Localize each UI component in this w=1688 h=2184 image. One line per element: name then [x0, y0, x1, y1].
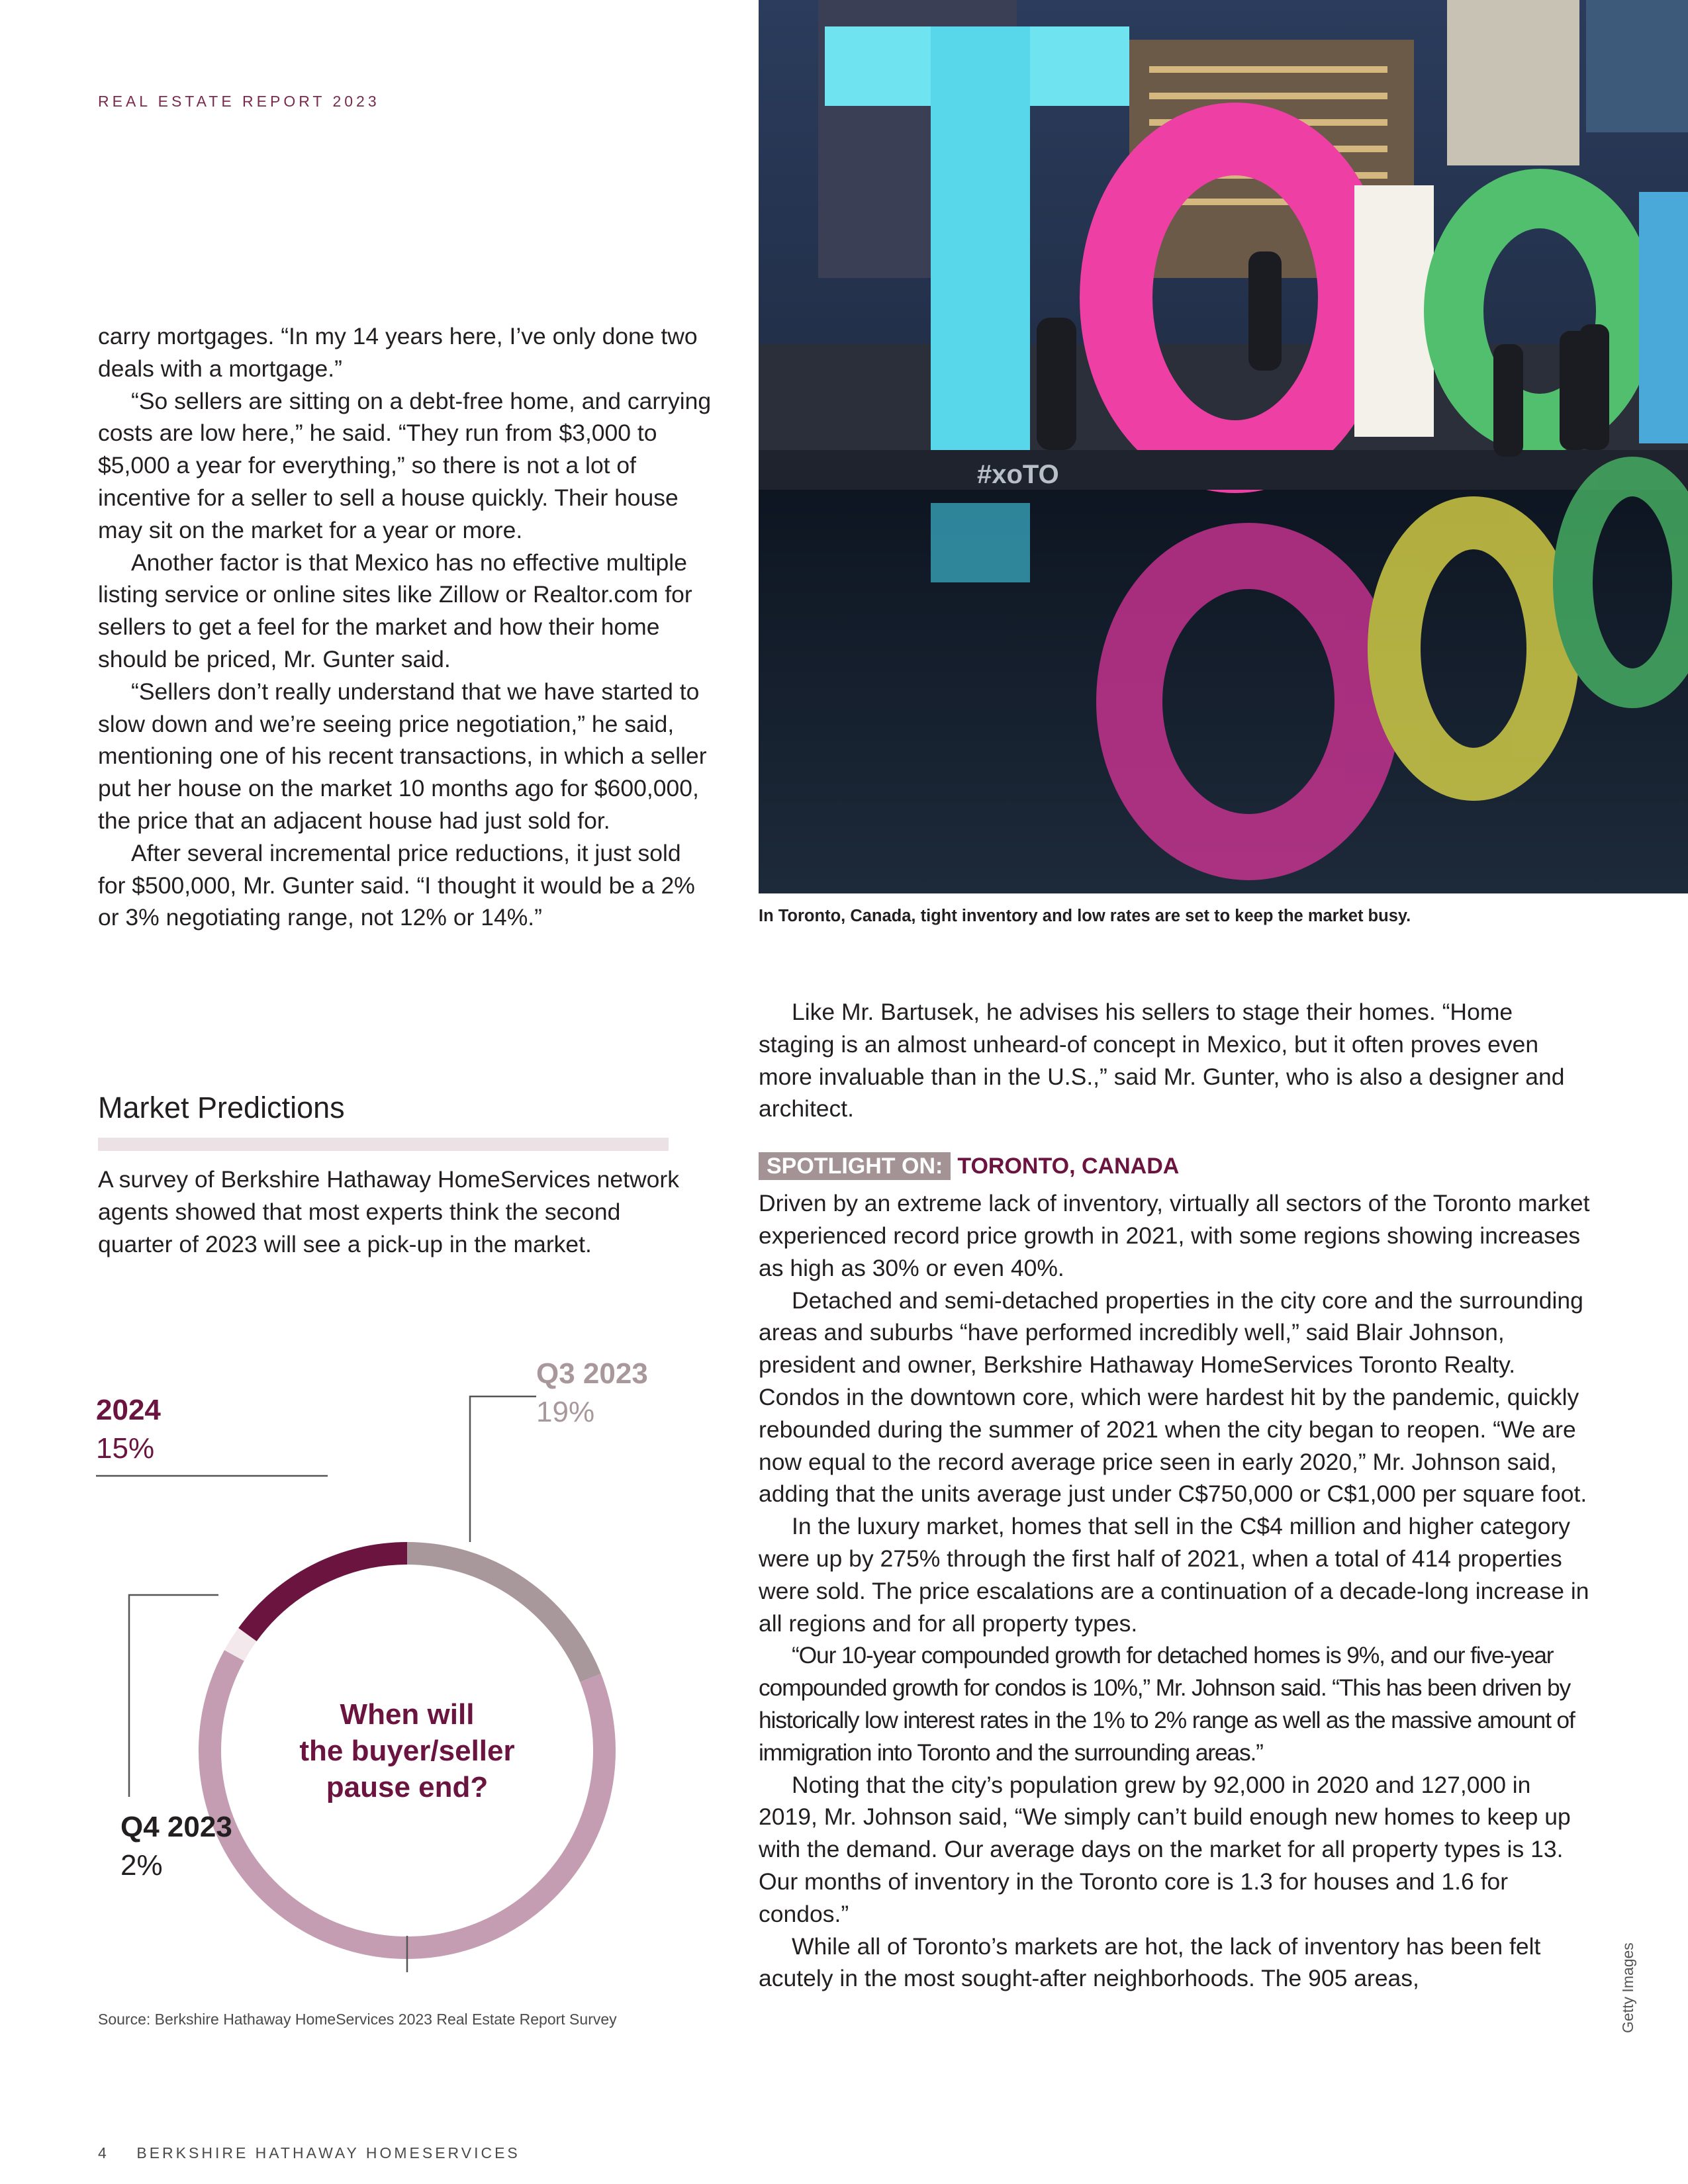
right-paragraph-4: “Our 10-year compounded growth for detached homes is 9%, and our five-year compounded growth for condos is 10%,” Mr. Johnson said. “This has been driven by historically low interest rates in the 1% to 2% range as well as the massive amount of immigration into Toronto and the surrounding areas.”	[759, 1642, 1575, 1766]
callout-value-q3-2023: 19%	[536, 1396, 595, 1428]
donut-chart-svg	[86, 1337, 682, 1972]
donut-center-line-3: pause end?	[326, 1771, 489, 1803]
building-right	[1447, 0, 1579, 165]
spotlight-city: TORONTO, CANADA	[957, 1154, 1180, 1179]
donut-center-line-2: the buyer/seller	[299, 1735, 515, 1767]
left-paragraph-1: carry mortgages. “In my 14 years here, I’ve only done two deals with a mortgage.”	[98, 323, 698, 382]
left-paragraph-4: “Sellers don’t really understand that we have started to slow down and we’re seeing price negotiation,” he said, mentioning one of his recent transactions, in which a seller put her house on the market 10 months ago for $600,000, the price that an adjacent house had just sold for.	[98, 678, 707, 834]
left-column-body	[98, 320, 712, 934]
right-paragraph-2: Detached and semi-detached properties in the city core and the surrounding areas and suburbs “have performed incredibly well,” said Blair Johnson, president and owner, Berkshire Hathaway HomeServices Toronto Realty. Condos in the downtown core, which were hardest hit by the pandemic, quickly rebounded during the summer of 2021 when the city began to reopen. “We are now equal to the record average price seen in early 2020,” Mr. Johnson said, adding that the units average just under C$750,000 or C$1,000 per square foot.	[759, 1287, 1587, 1508]
left-paragraph-2: “So sellers are sitting on a debt-free home, and carrying costs are low here,” he said. “They run from $3,000 to $5,000 a year for everything,” so there is not a lot of incentive for a seller to sell a house quickly. Their house may sit on the market for a year or more.	[98, 387, 712, 543]
spotlight-label: SPOTLIGHT ON:	[759, 1152, 951, 1180]
donut-slice-q4-2023	[234, 1635, 248, 1656]
running-head: REAL ESTATE REPORT 2023	[98, 93, 380, 110]
donut-slice-q3-2023	[407, 1553, 590, 1678]
letter-n	[1639, 192, 1688, 443]
callout-line-q3-2023	[470, 1396, 536, 1542]
title-rule	[98, 1138, 669, 1151]
right-intro: Like Mr. Bartusek, he advises his sellers to stage their homes. “Home staging is an almost unheard-of concept in Mexico, but it often proves even more invaluable than in the U.S.,” said Mr. Gunter, who is also a designer and architect.	[759, 999, 1565, 1122]
photo-credit: Getty Images	[1619, 1942, 1636, 2033]
left-paragraph-3: Another factor is that Mexico has no effective multiple listing service or online sites like Zillow or Realtor.com for sellers to get a feel for the market and how their home should be priced, Mr. Gunter said.	[98, 549, 692, 672]
callout-label-q4-2023: Q4 2023	[120, 1811, 232, 1843]
chart-source: Source: Berkshire Hathaway HomeServices 2023 Real Estate Report Survey	[98, 2011, 617, 2028]
callout-label-2024: 2024	[96, 1394, 161, 1426]
sign-plinth	[759, 450, 1688, 490]
left-paragraph-5: After several incremental price reductions, it just sold for $500,000, Mr. Gunter said. “I thought it would be a 2% or 3% negotiating range, not 12% or 14%.”	[98, 839, 695, 931]
callout-value-q4-2023: 2%	[120, 1849, 163, 1882]
letter-t-stem	[931, 26, 1030, 477]
market-predictions-title: Market Predictions	[98, 1091, 345, 1124]
donut-chart	[86, 1337, 682, 1972]
callout-value-2024: 15%	[96, 1432, 155, 1465]
page-footer	[98, 2144, 520, 2162]
footer-brand: BERKSHIRE HATHAWAY HOMESERVICES	[136, 2144, 520, 2161]
photo-caption: In Toronto, Canada, tight inventory and low rates are set to keep the market busy.	[759, 907, 1411, 925]
right-column-body	[759, 996, 1594, 1995]
tower-right	[1586, 0, 1688, 132]
spotlight-heading	[759, 1150, 1594, 1182]
plinth-text: #xoTO	[977, 460, 1059, 489]
page-number: 4	[98, 2144, 109, 2161]
donut-center-line-1: When will	[340, 1698, 475, 1731]
right-paragraph-6: While all of Toronto’s markets are hot, the lack of inventory has been felt acutely in the most sought-after neighborhoods. The 905 areas,	[759, 1933, 1541, 1992]
photo-illustration	[759, 0, 1688, 893]
toronto-sign-photo	[759, 0, 1688, 893]
right-paragraph-5: Noting that the city’s population grew by 92,000 in 2020 and 127,000 in 2019, Mr. Johnson said, “We simply can’t build enough new homes to keep up with the demand. Our average days on the market for all property types is 13. Our months of inventory in the Toronto core is 1.3 for houses and 1.6 for condos.”	[759, 1771, 1571, 1927]
right-paragraph-1: Driven by an extreme lack of inventory, virtually all sectors of the Toronto market experienced record price growth in 2021, with some regions showing increases as high as 30% or even 40%.	[759, 1190, 1590, 1281]
right-paragraph-3: In the luxury market, homes that sell in the C$4 million and higher category were up by 275% through the first half of 2021, when a total of 414 properties were sold. The price escalations are a continuation of a decade-long increase in all regions and for all property types.	[759, 1513, 1589, 1637]
letter-r-stem	[1354, 185, 1434, 437]
donut-slice-2024	[248, 1553, 407, 1635]
callout-label-q3-2023: Q3 2023	[536, 1357, 648, 1390]
market-predictions-intro: A survey of Berkshire Hathaway HomeServices network agents showed that most experts think the second quarter of 2023 will see a pick-up in the market.	[98, 1166, 679, 1257]
